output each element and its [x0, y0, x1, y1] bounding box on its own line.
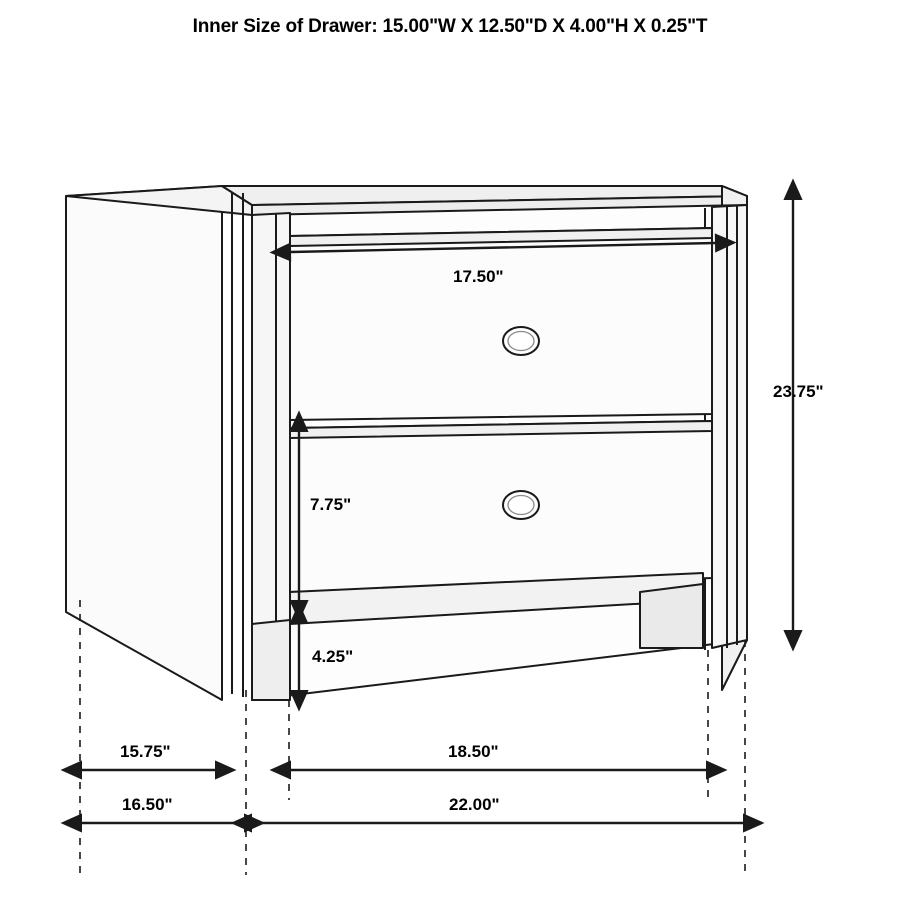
dimension-label-width-inner: 18.50" [448, 742, 499, 761]
dimension-label-width-outer: 22.00" [449, 795, 500, 814]
bottom-drawer[interactable] [290, 421, 712, 592]
dimension-label-leg-height: 4.25" [312, 647, 354, 666]
dimension-label-top-drawer-width: 17.50" [453, 267, 504, 286]
top-drawer[interactable] [290, 228, 712, 420]
dimension-label-depth-inner: 15.75" [120, 742, 171, 761]
dimension-label-overall-height: 23.75" [773, 382, 824, 401]
dimension-label-depth-outer: 16.50" [122, 795, 173, 814]
drawer-knob-bottom[interactable] [503, 491, 539, 519]
drawer-knob-top[interactable] [503, 327, 539, 355]
page-title: Inner Size of Drawer: 15.00"W X 12.50"D X 4.00"H X 0.25"T [192, 16, 708, 37]
dimension-label-lower-drawer-height: 7.75" [310, 495, 352, 514]
